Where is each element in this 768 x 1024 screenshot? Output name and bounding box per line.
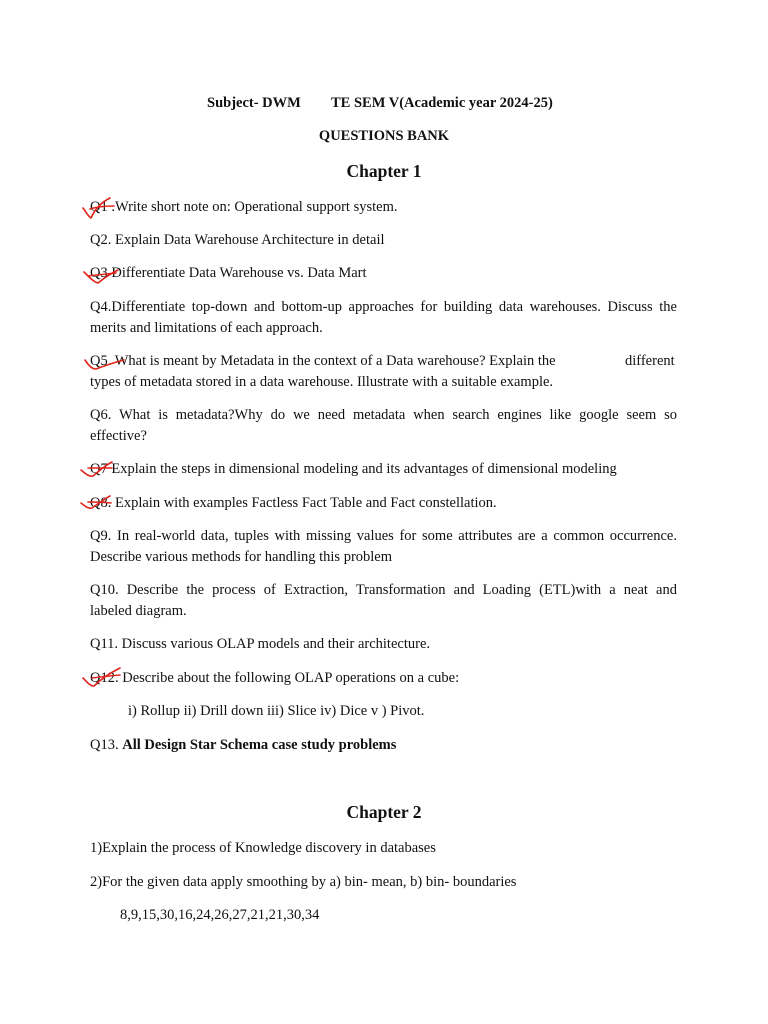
question-9-line-2: Describe various methods for handling this problem xyxy=(90,549,393,565)
question-6-line-1: Q6. What is metadata?Why do we need metadata when search engines like google seem so xyxy=(90,407,677,423)
check-mark-q1-icon xyxy=(80,194,124,222)
question-5-line-1: Q5. What is meant by Metadata in the context of a Data warehouse? Explain the xyxy=(90,353,556,369)
subject-label: Subject- DWM xyxy=(207,95,301,111)
chapter-2-question-2-data: 8,9,15,30,16,24,26,27,21,21,30,34 xyxy=(120,907,320,923)
question-2: Q2. Explain Data Warehouse Architecture in detail xyxy=(90,232,385,248)
chapter-2-question-1: 1)Explain the process of Knowledge discovery in databases xyxy=(90,840,436,856)
check-mark-q12-icon xyxy=(78,664,126,690)
check-mark-q3-icon xyxy=(80,264,124,288)
document-title: QUESTIONS BANK xyxy=(318,128,450,144)
question-5-line-2: types of metadata stored in a data warehouse. Illustrate with a suitable example. xyxy=(90,374,554,390)
question-10-line-2: labeled diagram. xyxy=(90,603,187,619)
question-7: Q7 Explain the steps in dimensional modeling and its advantages of dimensional modeling xyxy=(90,461,617,477)
check-mark-q5-icon xyxy=(80,350,130,374)
check-mark-q7-icon xyxy=(76,458,122,480)
question-12-operations: i) Rollup ii) Drill down iii) Slice iv) Dice v ) Pivot. xyxy=(128,703,425,719)
question-1: Q1 .Write short note on: Operational support system. xyxy=(90,199,398,215)
semester-label: TE SEM V(Academic year 2024-25) xyxy=(331,95,553,111)
check-mark-q8-icon xyxy=(76,491,122,513)
question-4-line-1: Q4.Differentiate top-down and bottom-up approaches for building data warehouses. Discuss the xyxy=(90,299,677,315)
question-10-line-1: Q10. Describe the process of Extraction, Transformation and Loading (ETL)with a neat and xyxy=(90,582,677,598)
question-13-text: All Design Star Schema case study problems xyxy=(122,737,397,753)
chapter-2-question-2: 2)For the given data apply smoothing by a) bin- mean, b) bin- boundaries xyxy=(90,874,517,890)
question-12: Q12. Describe about the following OLAP operations on a cube: xyxy=(90,670,460,686)
question-5-line-1-end: different xyxy=(625,353,675,369)
question-4-line-2: merits and limitations of each approach. xyxy=(90,320,323,336)
question-13-number: Q13. xyxy=(90,737,123,753)
question-8: Q8. Explain with examples Factless Fact Table and Fact constellation. xyxy=(90,495,497,511)
chapter-2-heading: Chapter 2 xyxy=(346,802,422,822)
question-6-line-2: effective? xyxy=(90,428,147,444)
question-11: Q11. Discuss various OLAP models and their architecture. xyxy=(90,636,430,652)
question-9-line-1: Q9. In real-world data, tuples with missing values for some attributes are a common occurrence. xyxy=(90,528,677,544)
question-3: Q3 Differentiate Data Warehouse vs. Data Mart xyxy=(90,265,367,281)
question-13 xyxy=(90,735,396,755)
chapter-1-heading: Chapter 1 xyxy=(346,161,422,181)
